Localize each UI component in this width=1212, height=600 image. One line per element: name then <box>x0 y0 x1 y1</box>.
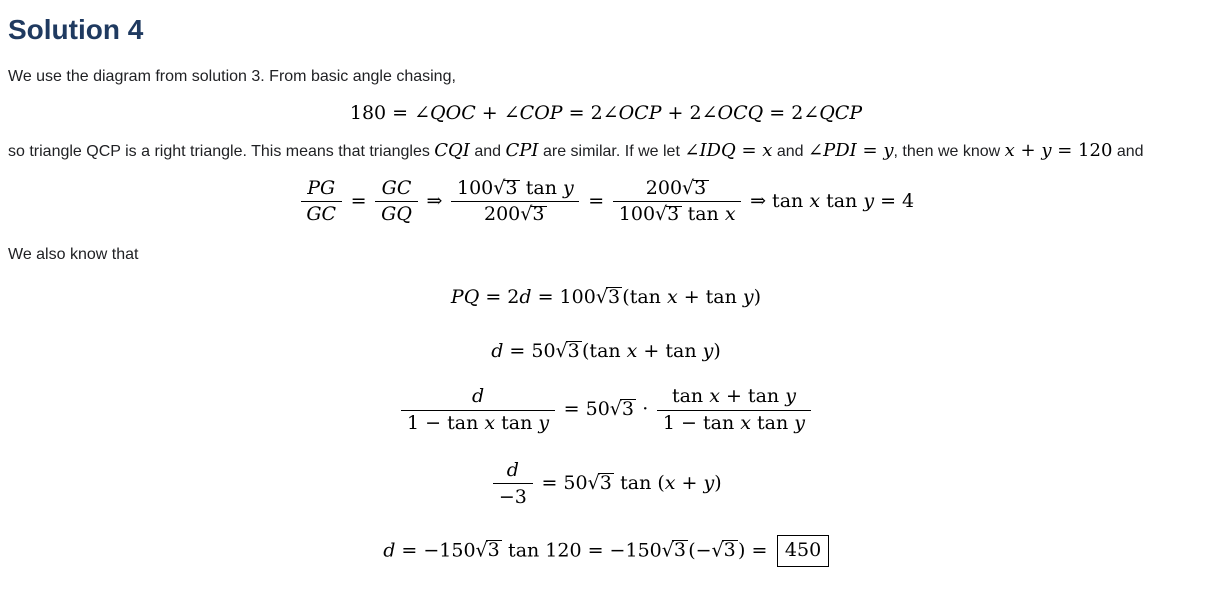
sqrt-radicand: 3 <box>607 284 622 312</box>
math-run: tan ( <box>614 471 665 494</box>
math-run: 100√ <box>618 203 668 226</box>
fraction <box>301 177 342 227</box>
math-run: tan <box>495 412 539 435</box>
math-var: y <box>785 385 796 408</box>
math-var: CPI <box>505 139 539 161</box>
cdot-operator: · <box>636 398 655 421</box>
math-var: x <box>666 286 678 309</box>
equation-d <box>8 338 1204 366</box>
math-run: = 50√ <box>557 398 622 421</box>
math-run: 200√ <box>483 203 533 226</box>
math-var: y <box>794 412 805 435</box>
math-var: CQI <box>434 139 470 161</box>
math-run: = 50√ <box>503 339 568 362</box>
sqrt-radicand: 3 <box>567 338 582 366</box>
math-run: + <box>1014 139 1042 161</box>
math-run: tan <box>519 176 563 199</box>
sqrt-radicand: 3 <box>621 396 636 424</box>
sqrt-radicand: 3 <box>504 177 519 200</box>
math-var: QCP <box>819 102 863 124</box>
math-var: x <box>724 203 736 226</box>
sqrt-radicand: 3 <box>666 203 681 226</box>
math-var: y <box>863 189 875 212</box>
equation-pq <box>8 284 1204 312</box>
math-var: x <box>664 471 676 494</box>
math-run: ) = <box>738 539 774 562</box>
math-run: ) <box>713 339 721 362</box>
numerator: d <box>471 385 485 408</box>
numerator: d <box>506 458 519 481</box>
math-run: tan <box>681 203 725 226</box>
denominator <box>613 201 741 226</box>
math-run: = 120 <box>1051 139 1113 161</box>
math-run: (−√ <box>688 539 724 562</box>
math-var: QOC <box>430 102 476 124</box>
math-var: d <box>383 539 396 562</box>
math-run: + tan <box>637 339 703 362</box>
math-var: PDI <box>823 139 857 161</box>
denominator: GQ <box>375 201 417 226</box>
math-var: x <box>709 385 720 408</box>
sqrt-radicand: 3 <box>531 203 546 226</box>
math-run: = 50√ <box>535 471 600 494</box>
math-var: x <box>740 412 751 435</box>
math-var: OCQ <box>717 102 764 124</box>
fraction <box>657 385 810 435</box>
implies-arrow: ⇒ tan <box>744 189 810 212</box>
math-run: 100√ <box>456 176 506 199</box>
math-var: PQ <box>450 286 480 309</box>
page-title: Solution 4 <box>8 14 144 45</box>
math-run: tan <box>820 189 864 212</box>
math-var: x <box>626 339 638 362</box>
paragraph-intro: We use the diagram from solution 3. From basic angle chasing, <box>8 68 456 85</box>
angle-symbol: ∠ <box>684 139 700 161</box>
math-var: y <box>883 139 894 161</box>
math-run: = −150√ <box>395 539 488 562</box>
equation-ratio <box>8 177 1204 227</box>
sqrt-radicand: 3 <box>487 537 502 565</box>
math-run: + tan <box>719 385 786 408</box>
math-var: y <box>1041 139 1052 161</box>
math-run: = <box>582 189 611 212</box>
fraction <box>375 177 417 227</box>
math-run: = 2∠ <box>763 102 820 124</box>
sqrt-radicand: 3 <box>673 537 688 565</box>
math-run: + ∠ <box>475 102 520 124</box>
denominator <box>401 410 554 435</box>
math-var: d <box>491 339 504 362</box>
boxed-answer: 450 <box>777 535 829 568</box>
equation-tangent-fraction <box>8 385 1204 435</box>
math-run: tan 120 = −150√ <box>502 539 674 562</box>
text-run: , then we know <box>893 142 1005 160</box>
math-run: + <box>675 471 704 494</box>
math-var: y <box>742 286 754 309</box>
math-var: y <box>702 339 714 362</box>
sqrt-radicand: 3 <box>723 537 738 565</box>
fraction <box>493 459 532 509</box>
math-run: = 2 <box>479 286 520 309</box>
math-var: COP <box>519 102 563 124</box>
numerator <box>657 385 810 409</box>
numerator: PG <box>307 176 336 199</box>
math-var: d <box>519 286 532 309</box>
math-run: = <box>856 139 884 161</box>
math-run: = <box>344 189 373 212</box>
math-var: y <box>538 412 550 435</box>
math-run: 200√ <box>645 176 695 199</box>
math-run: 1 − tan <box>407 412 485 435</box>
numerator <box>613 177 741 201</box>
equation-d-over-neg3 <box>8 459 1204 509</box>
fraction <box>401 385 554 435</box>
math-var: y <box>703 471 715 494</box>
math-var: x <box>1004 139 1015 161</box>
math-run: tan <box>671 385 710 408</box>
text-run: so triangle QCP is a right triangle. This means that triangles <box>8 142 435 160</box>
math-run: 180 = ∠ <box>349 102 431 124</box>
math-var: y <box>563 176 574 199</box>
math-run: (tan <box>622 286 667 309</box>
math-run: (tan <box>582 339 627 362</box>
denominator <box>657 410 810 435</box>
implies-arrow: ⇒ <box>420 189 449 212</box>
text-run: and <box>772 142 809 160</box>
math-run: ) <box>714 471 722 494</box>
math-var: x <box>484 412 496 435</box>
equation-final-answer <box>8 535 1204 568</box>
math-run: = 4 <box>874 189 915 212</box>
math-run: + tan <box>677 286 743 309</box>
math-var: IDQ <box>699 139 736 161</box>
denominator <box>451 201 579 226</box>
math-run: = <box>735 139 763 161</box>
numerator <box>451 177 579 201</box>
equation-angle-chase <box>8 100 1204 128</box>
math-run: tan <box>750 412 795 435</box>
denominator: GC <box>301 201 342 226</box>
math-var: x <box>809 189 821 212</box>
denominator: −3 <box>493 483 532 508</box>
paragraph-also-know: We also know that <box>8 246 139 264</box>
math-var: x <box>762 139 773 161</box>
math-run: 1 − tan <box>662 412 741 435</box>
fraction <box>451 177 579 227</box>
math-run: ) <box>753 286 762 309</box>
text-run: and <box>1112 142 1144 160</box>
math-var: OCP <box>618 102 662 124</box>
fraction <box>613 177 741 227</box>
paragraph-similar-triangles <box>8 138 1204 165</box>
text-run: and <box>469 142 506 160</box>
angle-symbol: ∠ <box>808 139 824 161</box>
text-run: are similar. If we let <box>538 142 685 160</box>
sqrt-radicand: 3 <box>599 470 614 498</box>
math-run: = 2∠ <box>562 102 619 124</box>
numerator: GC <box>381 176 412 199</box>
sqrt-radicand: 3 <box>693 177 708 200</box>
math-run: = 100√ <box>531 286 608 309</box>
math-run: + 2∠ <box>661 102 718 124</box>
